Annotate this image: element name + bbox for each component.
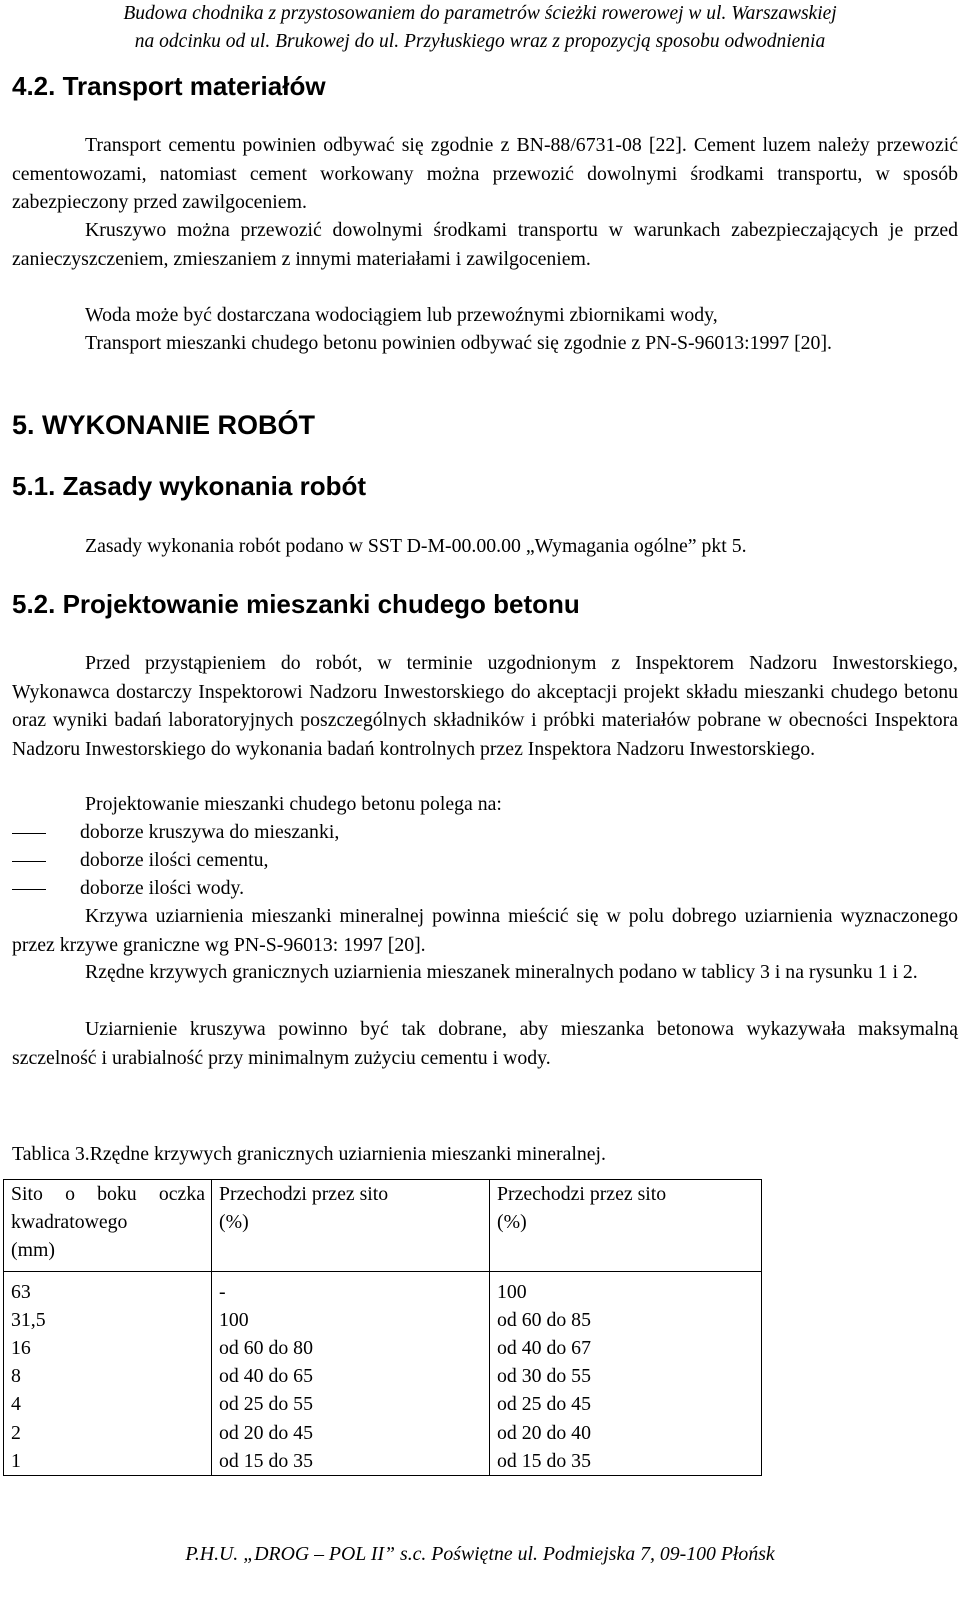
header-cell-passing-2 — [490, 1180, 762, 1272]
header-passing-2-line-1: Przechodzi przez sito — [497, 1183, 667, 1205]
section-5-title: 5. WYKONANIE ROBÓT — [12, 410, 316, 440]
grading-table — [3, 1179, 762, 1476]
paragraph-transport-lean-concrete: Transport mieszanki chudego betonu powinien odbywać się zgodnie z PN-S-96013:1997 [20]. — [85, 332, 832, 354]
paragraph-mix-design-intro: Projektowanie mieszanki chudego betonu polega na: — [85, 793, 502, 815]
header-cell-passing-1 — [212, 1180, 490, 1272]
table-cell: 100 — [219, 1308, 249, 1331]
paragraph-grading-curve: Krzywa uziarnienia mieszanki mineralnej powinna mieścić się w polu dobrego uziarnienia wyznaczonego przez krzywe graniczne wg PN-S-96013: 1997 [20]. — [12, 905, 958, 956]
table-cell: - — [219, 1280, 226, 1303]
table-header-row — [4, 1180, 762, 1272]
table-cell: od 60 do 80 — [219, 1337, 313, 1360]
table-cell: od 20 do 40 — [497, 1421, 591, 1444]
table-caption: Tablica 3.Rzędne krzywych granicznych uziarnienia mieszanki mineralnej. — [12, 1143, 606, 1165]
table-cell: od 25 do 45 — [497, 1393, 591, 1416]
section-4-2-title: 4.2. Transport materiałów — [12, 71, 326, 101]
header-sieve-line-1: Sito o boku oczka — [11, 1183, 205, 1205]
table-cell: od 40 do 67 — [497, 1337, 591, 1360]
paragraph-rules-reference: Zasady wykonania robót podano w SST D-M-00.00.00 „Wymagania ogólne” pkt 5. — [85, 535, 747, 557]
list-item-water: doborze ilości wody. — [80, 877, 245, 899]
header-sieve-line-3: (mm) — [11, 1239, 55, 1262]
paragraph-aggregate-grading: Uziarnienie kruszywa powinno być tak dobrane, aby mieszanka betonowa wykazywała maksymalną szczelność i urabialność przy minimalnym zużyciu cementu i wody. — [12, 1018, 958, 1069]
table-cell: 1 — [11, 1449, 21, 1472]
list-dash-2 — [12, 861, 46, 862]
table-cell: 4 — [11, 1393, 21, 1416]
paragraph-water-supply: Woda może być dostarczana wodociągiem lub przewoźnymi zbiornikami wody, — [85, 304, 718, 326]
column-passing-1 — [212, 1271, 490, 1475]
column-passing-2 — [490, 1271, 762, 1475]
list-item-aggregate: doborze kruszywa do mieszanki, — [80, 821, 340, 843]
header-cell-sieve — [4, 1180, 212, 1272]
table-cell: od 25 do 55 — [219, 1393, 313, 1416]
table-cell: 8 — [11, 1365, 21, 1388]
table-cell: od 20 do 45 — [219, 1421, 313, 1444]
list-dash-1 — [12, 833, 46, 834]
header-passing-2-line-2: (%) — [497, 1211, 527, 1234]
section-5-1-title: 5.1. Zasady wykonania robót — [12, 471, 366, 501]
header-line-2: na odcinku od ul. Brukowej do ul. Przyłuskiego wraz z propozycją sposobu odwodnienia — [134, 31, 826, 52]
header-line-1: Budowa chodnika z przystosowaniem do parametrów ścieżki rowerowej w ul. Warszawskiej — [123, 3, 837, 24]
list-item-cement: doborze ilości cementu, — [80, 849, 269, 871]
section-5-2-title: 5.2. Projektowanie mieszanki chudego betonu — [12, 589, 580, 619]
header-sieve-line-2: kwadratowego — [11, 1211, 128, 1234]
running-header — [0, 0, 960, 56]
page-footer: P.H.U. „DROG – POL II” s.c. Poświętne ul. Podmiejska 7, 09-100 Płońsk — [185, 1543, 775, 1565]
list-dash-3 — [12, 889, 46, 890]
paragraph-transport-cement: Transport cementu powinien odbywać się zgodnie z BN-88/6731-08 [22]. Cement luzem należy przewozić cementowozami, natomiast cement workowany można przewozić dowolnymi środkami transportu, w sposób zabezpieczony przed zawilgoceniem. — [12, 134, 958, 214]
table-cell: od 40 do 65 — [219, 1365, 313, 1388]
header-passing-1-line-2: (%) — [219, 1211, 249, 1234]
column-sieve-size — [4, 1271, 212, 1475]
table-cell: 2 — [11, 1421, 21, 1444]
table-cell: od 30 do 55 — [497, 1365, 591, 1388]
table-body-row — [4, 1271, 762, 1475]
header-passing-1-line-1: Przechodzi przez sito — [219, 1183, 389, 1205]
table-cell: 63 — [11, 1280, 31, 1303]
table-cell: 16 — [11, 1337, 31, 1360]
table-cell: 31,5 — [11, 1308, 46, 1331]
table-cell: od 60 do 85 — [497, 1308, 591, 1331]
table-cell: od 15 do 35 — [219, 1449, 313, 1472]
paragraph-mix-design-approval: Przed przystąpieniem do robót, w terminie uzgodnionym z Inspektorem Nadzoru Inwestorskiego, Wykonawca dostarczy Inspektorowi Nadzoru Inwestorskiego do akceptacji projekt składu mieszanki chudego betonu oraz wyniki badań laboratoryjnych poszczególnych składników i próbki materiałów pobrane w obecności Inspektora Nadzoru Inwestorskiego do wykonania badań kontrolnych przez Inspektora Nadzoru Inwestorskiego. — [12, 652, 958, 760]
table-cell: 100 — [497, 1280, 527, 1303]
paragraph-limit-curves: Rzędne krzywych granicznych uziarnienia mieszanek mineralnych podano w tablicy 3 i na rysunku 1 i 2. — [85, 961, 918, 983]
paragraph-transport-aggregate: Kruszywo można przewozić dowolnymi środkami transportu w warunkach zabezpieczających je przed zanieczyszczeniem, zmieszaniem z innymi materiałami i zawilgoceniem. — [12, 219, 958, 270]
table-cell: od 15 do 35 — [497, 1449, 591, 1472]
